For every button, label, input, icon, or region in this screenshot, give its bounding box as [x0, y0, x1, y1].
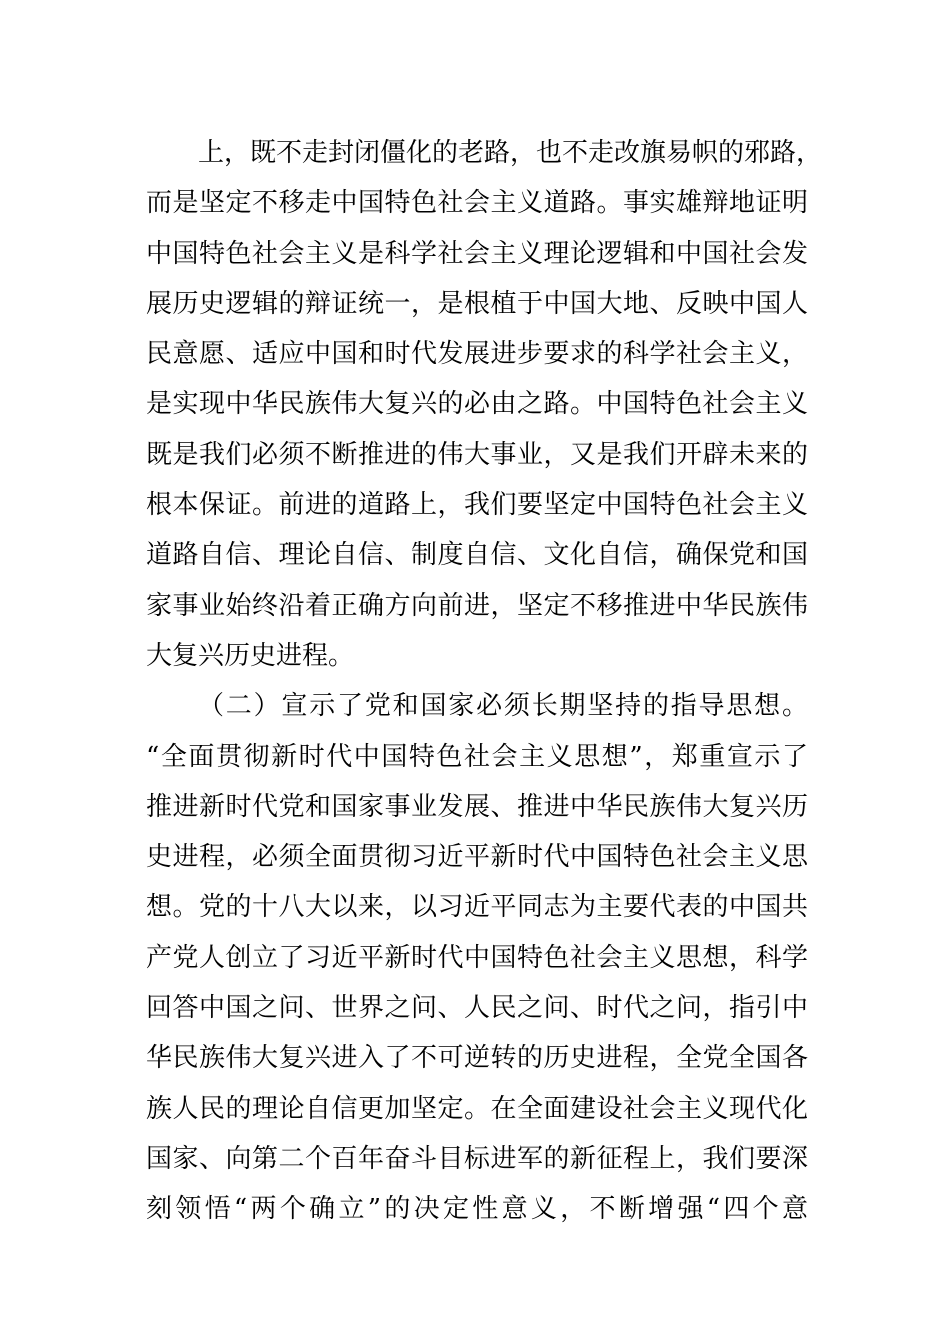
paragraph-line: 是实现中华民族伟大复兴的必由之路。中国特色社会主义 [146, 389, 808, 420]
paragraph-line: 民意愿、适应中国和时代发展进步要求的科学社会主义， [146, 339, 808, 370]
paragraph-line: 上，既不走封闭僵化的老路，也不走改旗易帜的邪路， [198, 138, 823, 168]
paragraph-line: 推进新时代党和国家事业发展、推进中华民族伟大复兴历 [146, 791, 808, 822]
paragraph-line: 史进程，必须全面贯彻习近平新时代中国特色社会主义思 [146, 842, 808, 873]
paragraph-line: 刻领悟“两个确立”的决定性意义，不断增强“四个意 [146, 1194, 808, 1225]
paragraph-line: 道路自信、理论自信、制度自信、文化自信，确保党和国 [146, 540, 808, 571]
section-heading: （二）宣示了党和国家必须长期坚持的指导思想。 [198, 691, 808, 722]
paragraph-line: 中国特色社会主义是科学社会主义理论逻辑和中国社会发 [146, 238, 808, 269]
paragraph-line: 既是我们必须不断推进的伟大事业，又是我们开辟未来的 [146, 439, 808, 470]
body-text [146, 128, 823, 1235]
paragraph-line: 产党人创立了习近平新时代中国特色社会主义思想，科学 [146, 942, 808, 973]
paragraph-line: 展历史逻辑的辩证统一，是根植于中国大地、反映中国人 [146, 288, 808, 319]
paragraph-line: “全面贯彻新时代中国特色社会主义思想”，郑重宣示了 [146, 741, 808, 772]
paragraph-line: 想。党的十八大以来，以习近平同志为主要代表的中国共 [146, 892, 808, 923]
paragraph-line: 而是坚定不移走中国特色社会主义道路。事实雄辩地证明 [146, 188, 808, 219]
paragraph-line: 族人民的理论自信更加坚定。在全面建设社会主义现代化 [146, 1093, 808, 1124]
paragraph-line: 国家、向第二个百年奋斗目标进军的新征程上，我们要深 [146, 1143, 808, 1174]
paragraph-line: 华民族伟大复兴进入了不可逆转的历史进程，全党全国各 [146, 1043, 808, 1074]
paragraph-line: 家事业始终沿着正确方向前进，坚定不移推进中华民族伟 [146, 590, 808, 621]
paragraph-line: 大复兴历史进程。 [146, 640, 355, 671]
paragraph-line: 回答中国之问、世界之问、人民之问、时代之问，指引中 [146, 993, 808, 1024]
paragraph-line: 根本保证。前进的道路上，我们要坚定中国特色社会主义 [146, 490, 808, 521]
